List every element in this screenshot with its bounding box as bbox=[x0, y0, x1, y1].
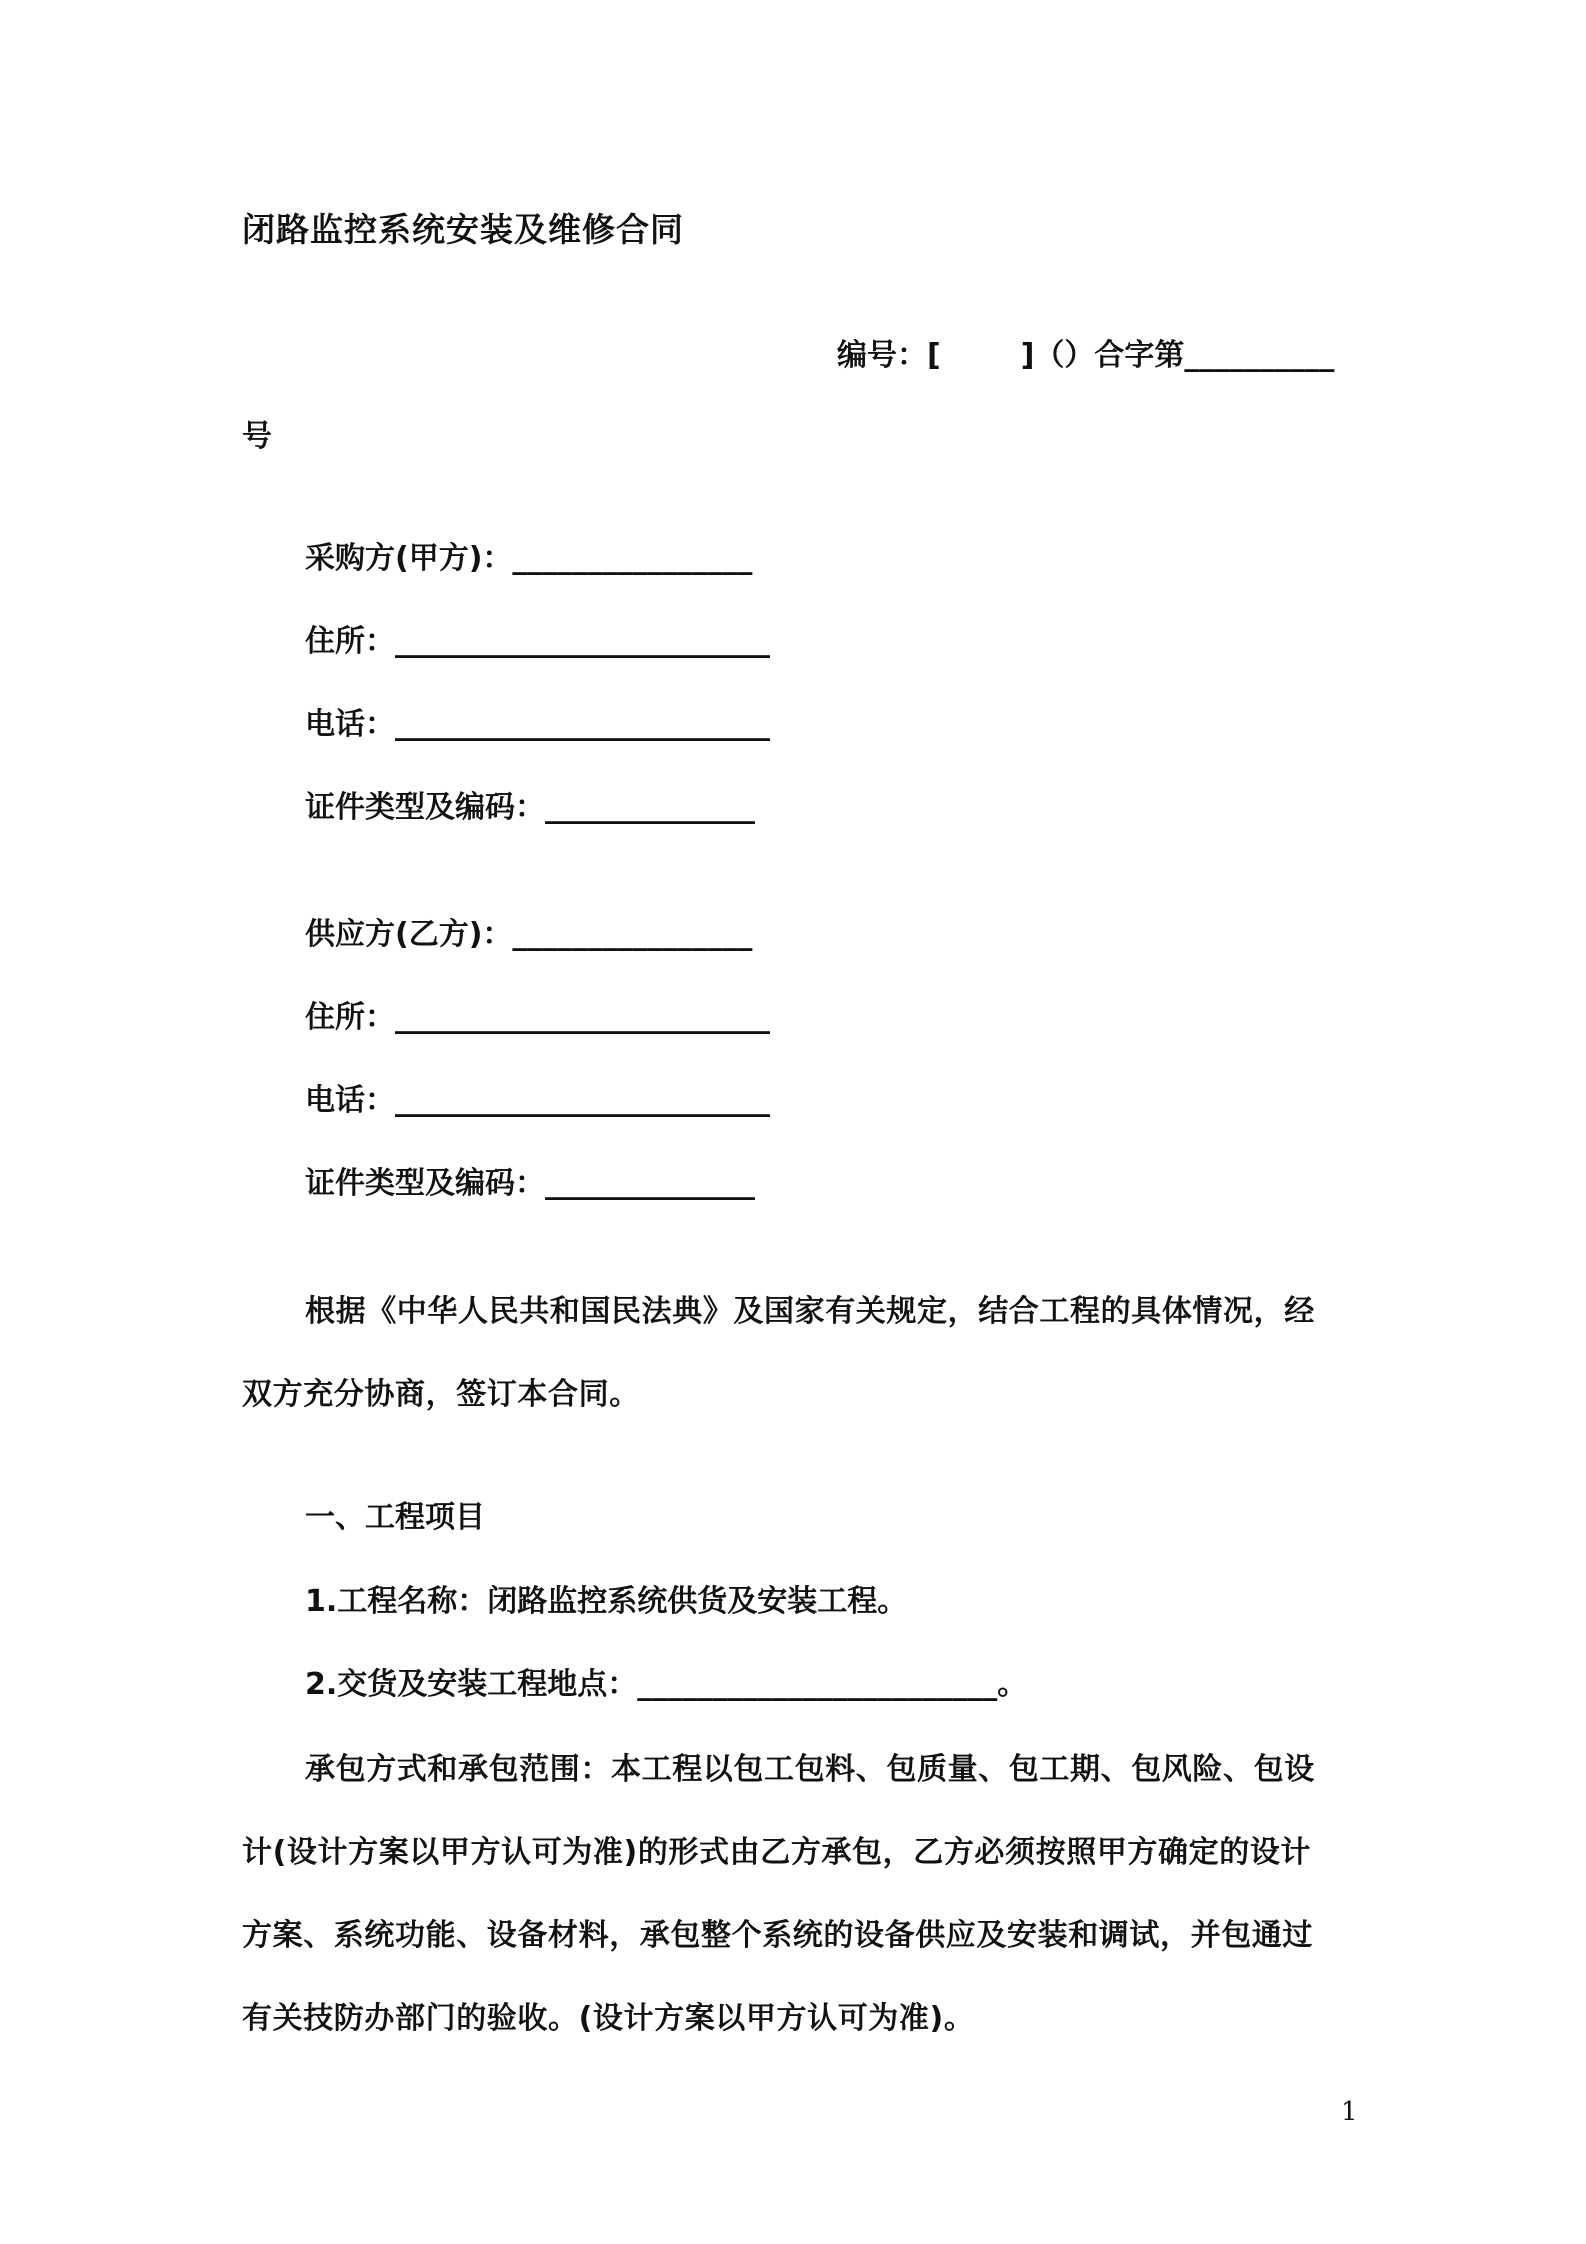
party-b-name-field: 供应方(乙方)：________________ bbox=[305, 917, 753, 952]
scope-line-1: 承包方式和承包范围：本工程以包工包料、包质量、包工期、包风险、包设 bbox=[305, 1752, 1315, 1787]
party-b-phone-field: 电话：_________________________ bbox=[305, 1083, 770, 1118]
contract-number-suffix: ]（）合字第__________ bbox=[1020, 338, 1335, 373]
scope-line-2: 计(设计方案以甲方认可为准)的形式由乙方承包，乙方必须按照甲方确定的设计 bbox=[242, 1835, 1312, 1870]
contract-number-tail: 号 bbox=[242, 419, 272, 454]
preamble-line-2: 双方充分协商，签订本合同。 bbox=[242, 1377, 640, 1412]
scope-line-3: 方案、系统功能、设备材料，承包整个系统的设备供应及安装和调试，并包通过 bbox=[242, 1918, 1313, 1953]
party-a-address-field: 住所：_________________________ bbox=[305, 624, 770, 659]
document-title: 闭路监控系统安装及维修合同 bbox=[242, 210, 684, 249]
party-a-name-field: 采购方(甲方)：________________ bbox=[305, 541, 753, 576]
section-1-item-1: 1.工程名称：闭路监控系统供货及安装工程。 bbox=[305, 1584, 908, 1619]
preamble-line-1: 根据《中华人民共和国民法典》及国家有关规定，结合工程的具体情况，经 bbox=[305, 1294, 1315, 1329]
section-1-heading: 一、工程项目 bbox=[305, 1500, 485, 1535]
contract-number-line bbox=[837, 336, 1334, 376]
party-a-phone-field: 电话：_________________________ bbox=[305, 707, 770, 742]
section-1-item-2: 2.交货及安装工程地点：________________________。 bbox=[305, 1667, 1028, 1702]
party-a-id-field: 证件类型及编码：______________ bbox=[305, 790, 755, 825]
party-b-id-field: 证件类型及编码：______________ bbox=[305, 1166, 755, 1201]
party-b-address-field: 住所：_________________________ bbox=[305, 1000, 770, 1035]
scope-line-4: 有关技防办部门的验收。(设计方案以甲方认可为准)。 bbox=[242, 2001, 975, 2036]
page-number: 1 bbox=[1341, 2097, 1358, 2127]
contract-number-label: 编号：[ bbox=[837, 338, 941, 373]
